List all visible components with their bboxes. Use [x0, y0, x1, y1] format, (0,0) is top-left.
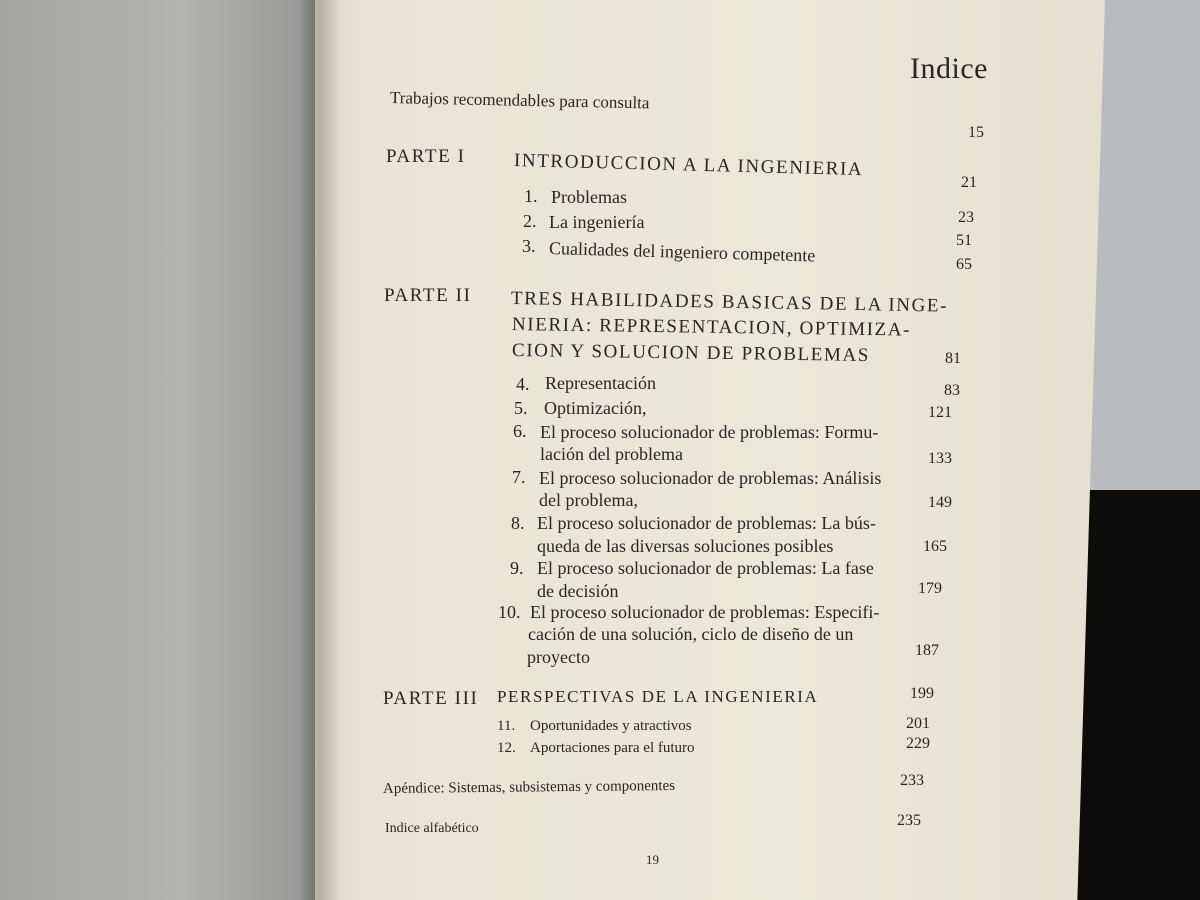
chapter-8-title-line-1: El proceso solucionador de problemas: La bús- [537, 513, 876, 533]
chapter-6-title-line-1: El proceso solucionador de problemas: Formu- [540, 422, 879, 442]
part-3-title: PERSPECTIVAS DE LA INGENIERIA [497, 687, 819, 706]
chapter-10-number: 10. [498, 602, 521, 622]
chapter-3-page: 65 [956, 256, 972, 273]
appendix-page: 233 [900, 772, 924, 789]
chapter-6-page: 133 [928, 450, 952, 467]
intro-label: Trabajos recomendables para consulta [389, 88, 650, 113]
chapter-11-title: Oportunidades y atractivos [530, 718, 692, 734]
chapter-5-number: 5. [514, 398, 528, 418]
chapter-11-page: 201 [906, 715, 930, 732]
chapter-8-title-line-2: queda de las diversas soluciones posibles [537, 536, 834, 556]
alpha-index-label: Indice alfabético [385, 821, 479, 836]
chapter-1-title: Problemas [551, 187, 627, 207]
chapter-10-title-line-1: El proceso solucionador de problemas: Especifi- [530, 602, 880, 622]
chapter-1-page-value: 23 [958, 209, 974, 226]
part-2-page: 81 [945, 350, 961, 367]
chapter-10-title-line-3: proyecto [527, 647, 590, 667]
chapter-9-title-line-1: El proceso solucionador de problemas: La fase [537, 558, 874, 578]
chapter-10-page: 187 [915, 642, 939, 659]
chapter-3-number: 3. [522, 236, 536, 256]
chapter-8-number: 8. [511, 513, 525, 533]
chapter-5-title: Optimización, [544, 398, 647, 418]
alpha-index-page: 235 [897, 812, 921, 829]
chapter-4-number: 4. [516, 374, 530, 394]
appendix-label: Apéndice: Sistemas, subsistemas y componentes [382, 777, 676, 797]
chapter-10-title-line-2: cación de una solución, ciclo de diseño de un [528, 624, 854, 644]
part-1-page: 21 [961, 174, 977, 191]
left-page [0, 0, 330, 900]
chapter-7-page: 149 [928, 494, 952, 511]
chapter-2-title: La ingeniería [549, 212, 645, 232]
chapter-3-title: Cualidades del ingeniero competente [548, 238, 816, 266]
chapter-12-title: Aportaciones para el futuro [530, 740, 695, 756]
chapter-1-number: 1. [524, 186, 538, 206]
part-1-label: PARTE I [386, 146, 466, 167]
folio: 19 [646, 852, 659, 867]
part-3-page: 199 [910, 685, 934, 702]
chapter-2-page: 51 [956, 232, 972, 249]
chapter-4-page: 83 [944, 382, 960, 399]
chapter-2-number: 2. [523, 211, 537, 231]
page-title: Indice [910, 52, 988, 85]
chapter-4-title: Representación [545, 373, 656, 393]
chapter-6-title-line-2: lación del problema [540, 444, 683, 464]
chapter-9-number: 9. [510, 558, 524, 578]
chapter-5-page: 121 [928, 404, 952, 421]
part-2-label: PARTE II [384, 285, 472, 306]
part-1-title: INTRODUCCION A LA INGENIERIA [513, 150, 864, 181]
part-3-label: PARTE III [383, 688, 479, 709]
chapter-7-title-line-1: El proceso solucionador de problemas: Análisis [539, 468, 882, 488]
chapter-7-title-line-2: del problema, [539, 490, 638, 510]
chapter-9-title-line-2: de decisión [537, 581, 619, 601]
chapter-12-number: 12. [497, 740, 516, 756]
chapter-12-page: 229 [906, 735, 930, 752]
intro-page: 15 [968, 124, 984, 141]
chapter-6-number: 6. [513, 421, 527, 441]
book-page [315, 0, 1105, 900]
part-2-title-line-3: CION Y SOLUCION DE PROBLEMAS [511, 340, 871, 366]
gutter-shadow [300, 0, 340, 900]
part-2-title-line-2: NIERIA: REPRESENTACION, OPTIMIZA- [511, 314, 912, 341]
chapter-8-page: 165 [923, 538, 947, 555]
chapter-9-page: 179 [918, 580, 942, 597]
chapter-7-number: 7. [512, 467, 526, 487]
chapter-11-number: 11. [497, 718, 516, 734]
part-2-title-line-1: TRES HABILIDADES BASICAS DE LA INGE- [510, 288, 949, 317]
